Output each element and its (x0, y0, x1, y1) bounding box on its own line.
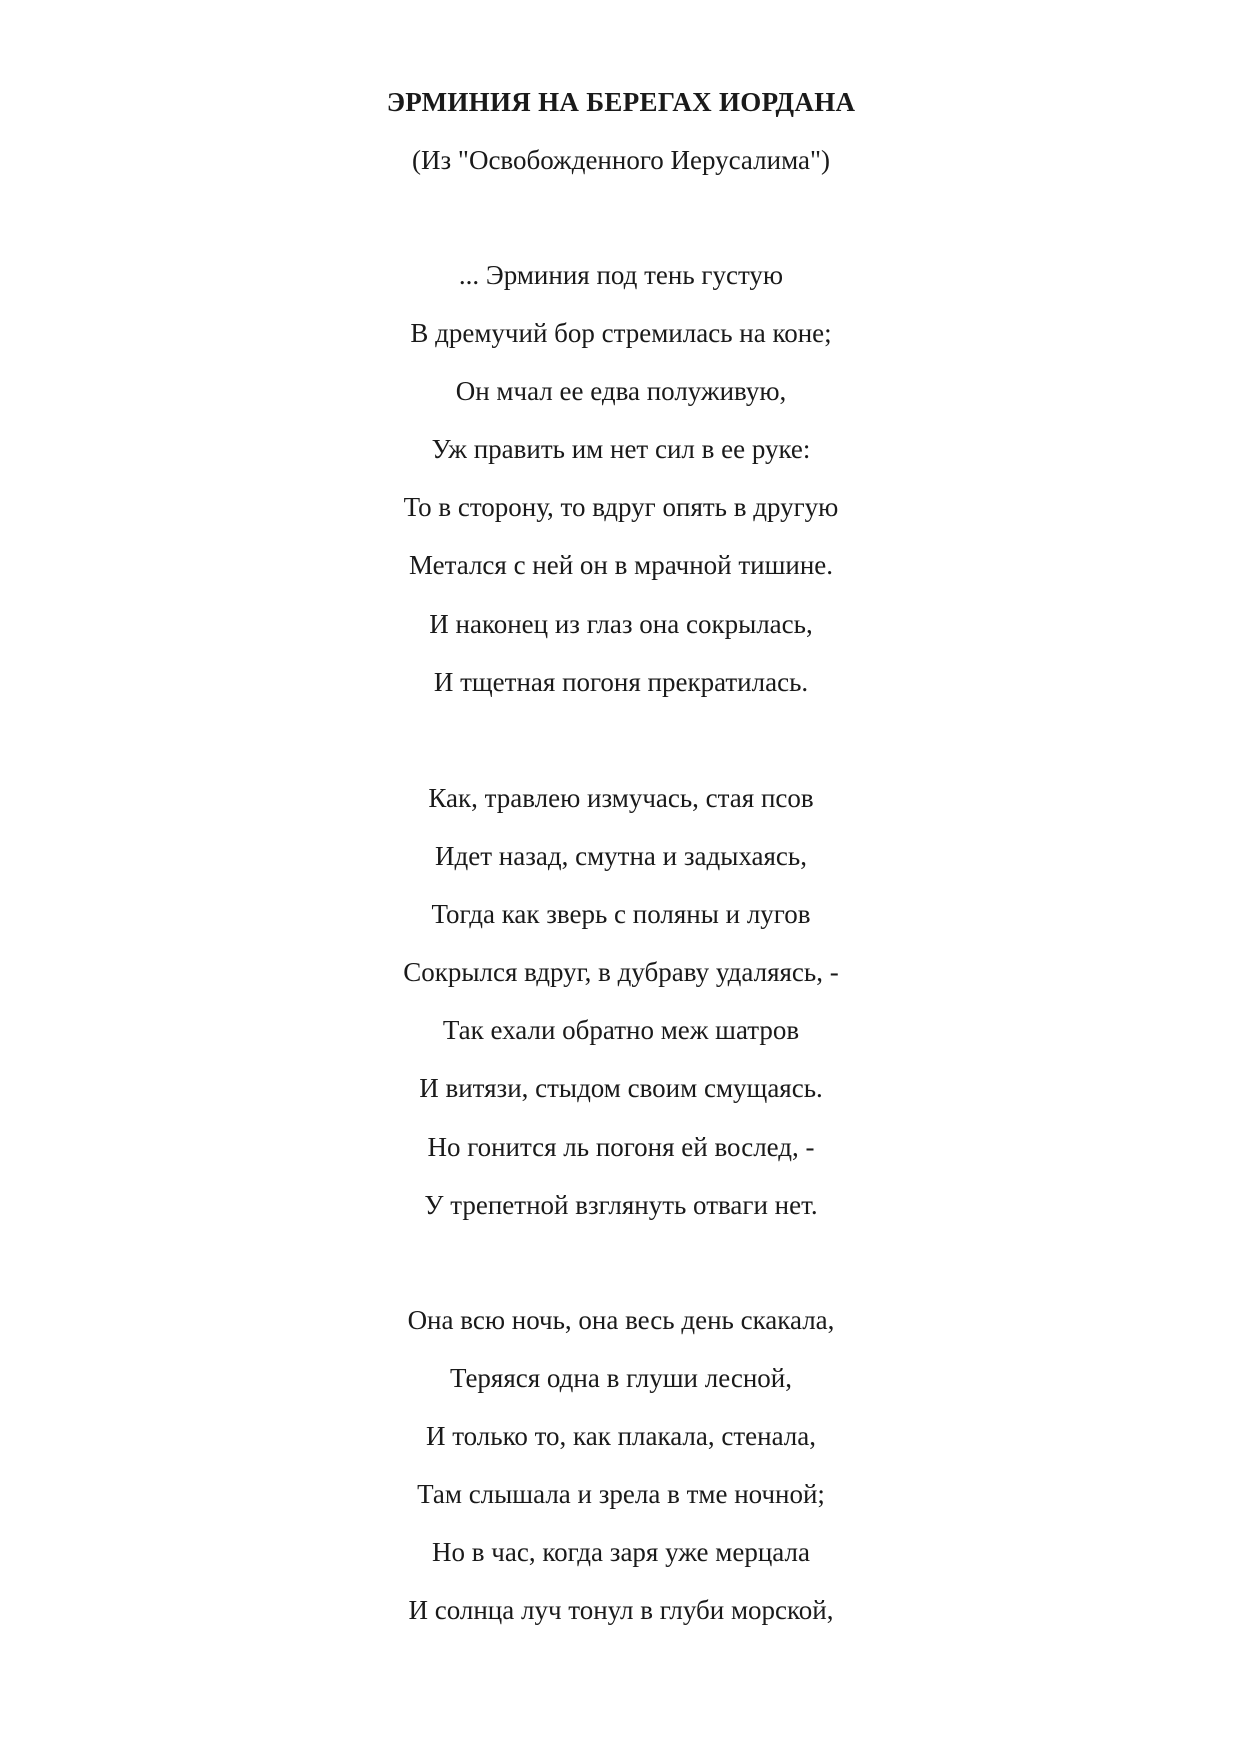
verse-line: ... Эрминия под тень густую (458, 260, 784, 290)
verse-line: Как, травлею измучась, стая псов (428, 783, 814, 813)
verse-line: Она всю ночь, она весь день скакала, (407, 1305, 835, 1335)
verse-line: Он мчал ее едва полуживую, (455, 376, 787, 407)
poem-subtitle: (Из "Освобожденного Иерусалима") (412, 145, 830, 175)
verse-line: И солнца луч тонул в глуби морской, (408, 1595, 834, 1626)
poem-title: ЭРМИНИЯ НА БЕРЕГАХ ИОРДАНА (386, 87, 856, 117)
stanza-3 (0, 1302, 1242, 1651)
verse-line: Но гонится ль погоня ей вослед, - (427, 1131, 815, 1162)
verse-line: У трепетной взглянуть отваги нет. (424, 1189, 818, 1220)
verse-line: Так ехали обратно меж шатров (442, 1015, 800, 1046)
verse-line: И витязи, стыдом своим смущаясь. (419, 1073, 823, 1104)
verse-line: И только то, как плакала, стенала, (425, 1421, 817, 1452)
stanza-2 (0, 780, 1242, 1245)
verse-line: Там слышала и зрела в тме ночной; (417, 1479, 825, 1510)
verse-line: И тщетная погоня прекратилась. (433, 666, 809, 697)
verse-line: Теряяся одна в глуши лесной, (449, 1363, 792, 1394)
verse-line: Сокрылся вдруг, в дубраву удаляясь, - (403, 957, 839, 988)
verse-line: То в сторону, то вдруг опять в другую (403, 492, 839, 523)
verse-line: В дремучий бор стремилась на коне; (410, 318, 832, 349)
verse-line: И наконец из глаз она сокрылась, (429, 608, 813, 639)
verse-line: Уж править им нет сил в ее руке: (431, 434, 811, 465)
verse-line: Метался с ней он в мрачной тишине. (408, 550, 834, 581)
verse-line: Но в час, когда заря уже мерцала (432, 1537, 810, 1568)
verse-line: Тогда как зверь с поляны и лугов (431, 899, 811, 930)
verse-line: Идет назад, смутна и задыхаясь, (435, 841, 807, 872)
stanza-1 (0, 257, 1242, 722)
